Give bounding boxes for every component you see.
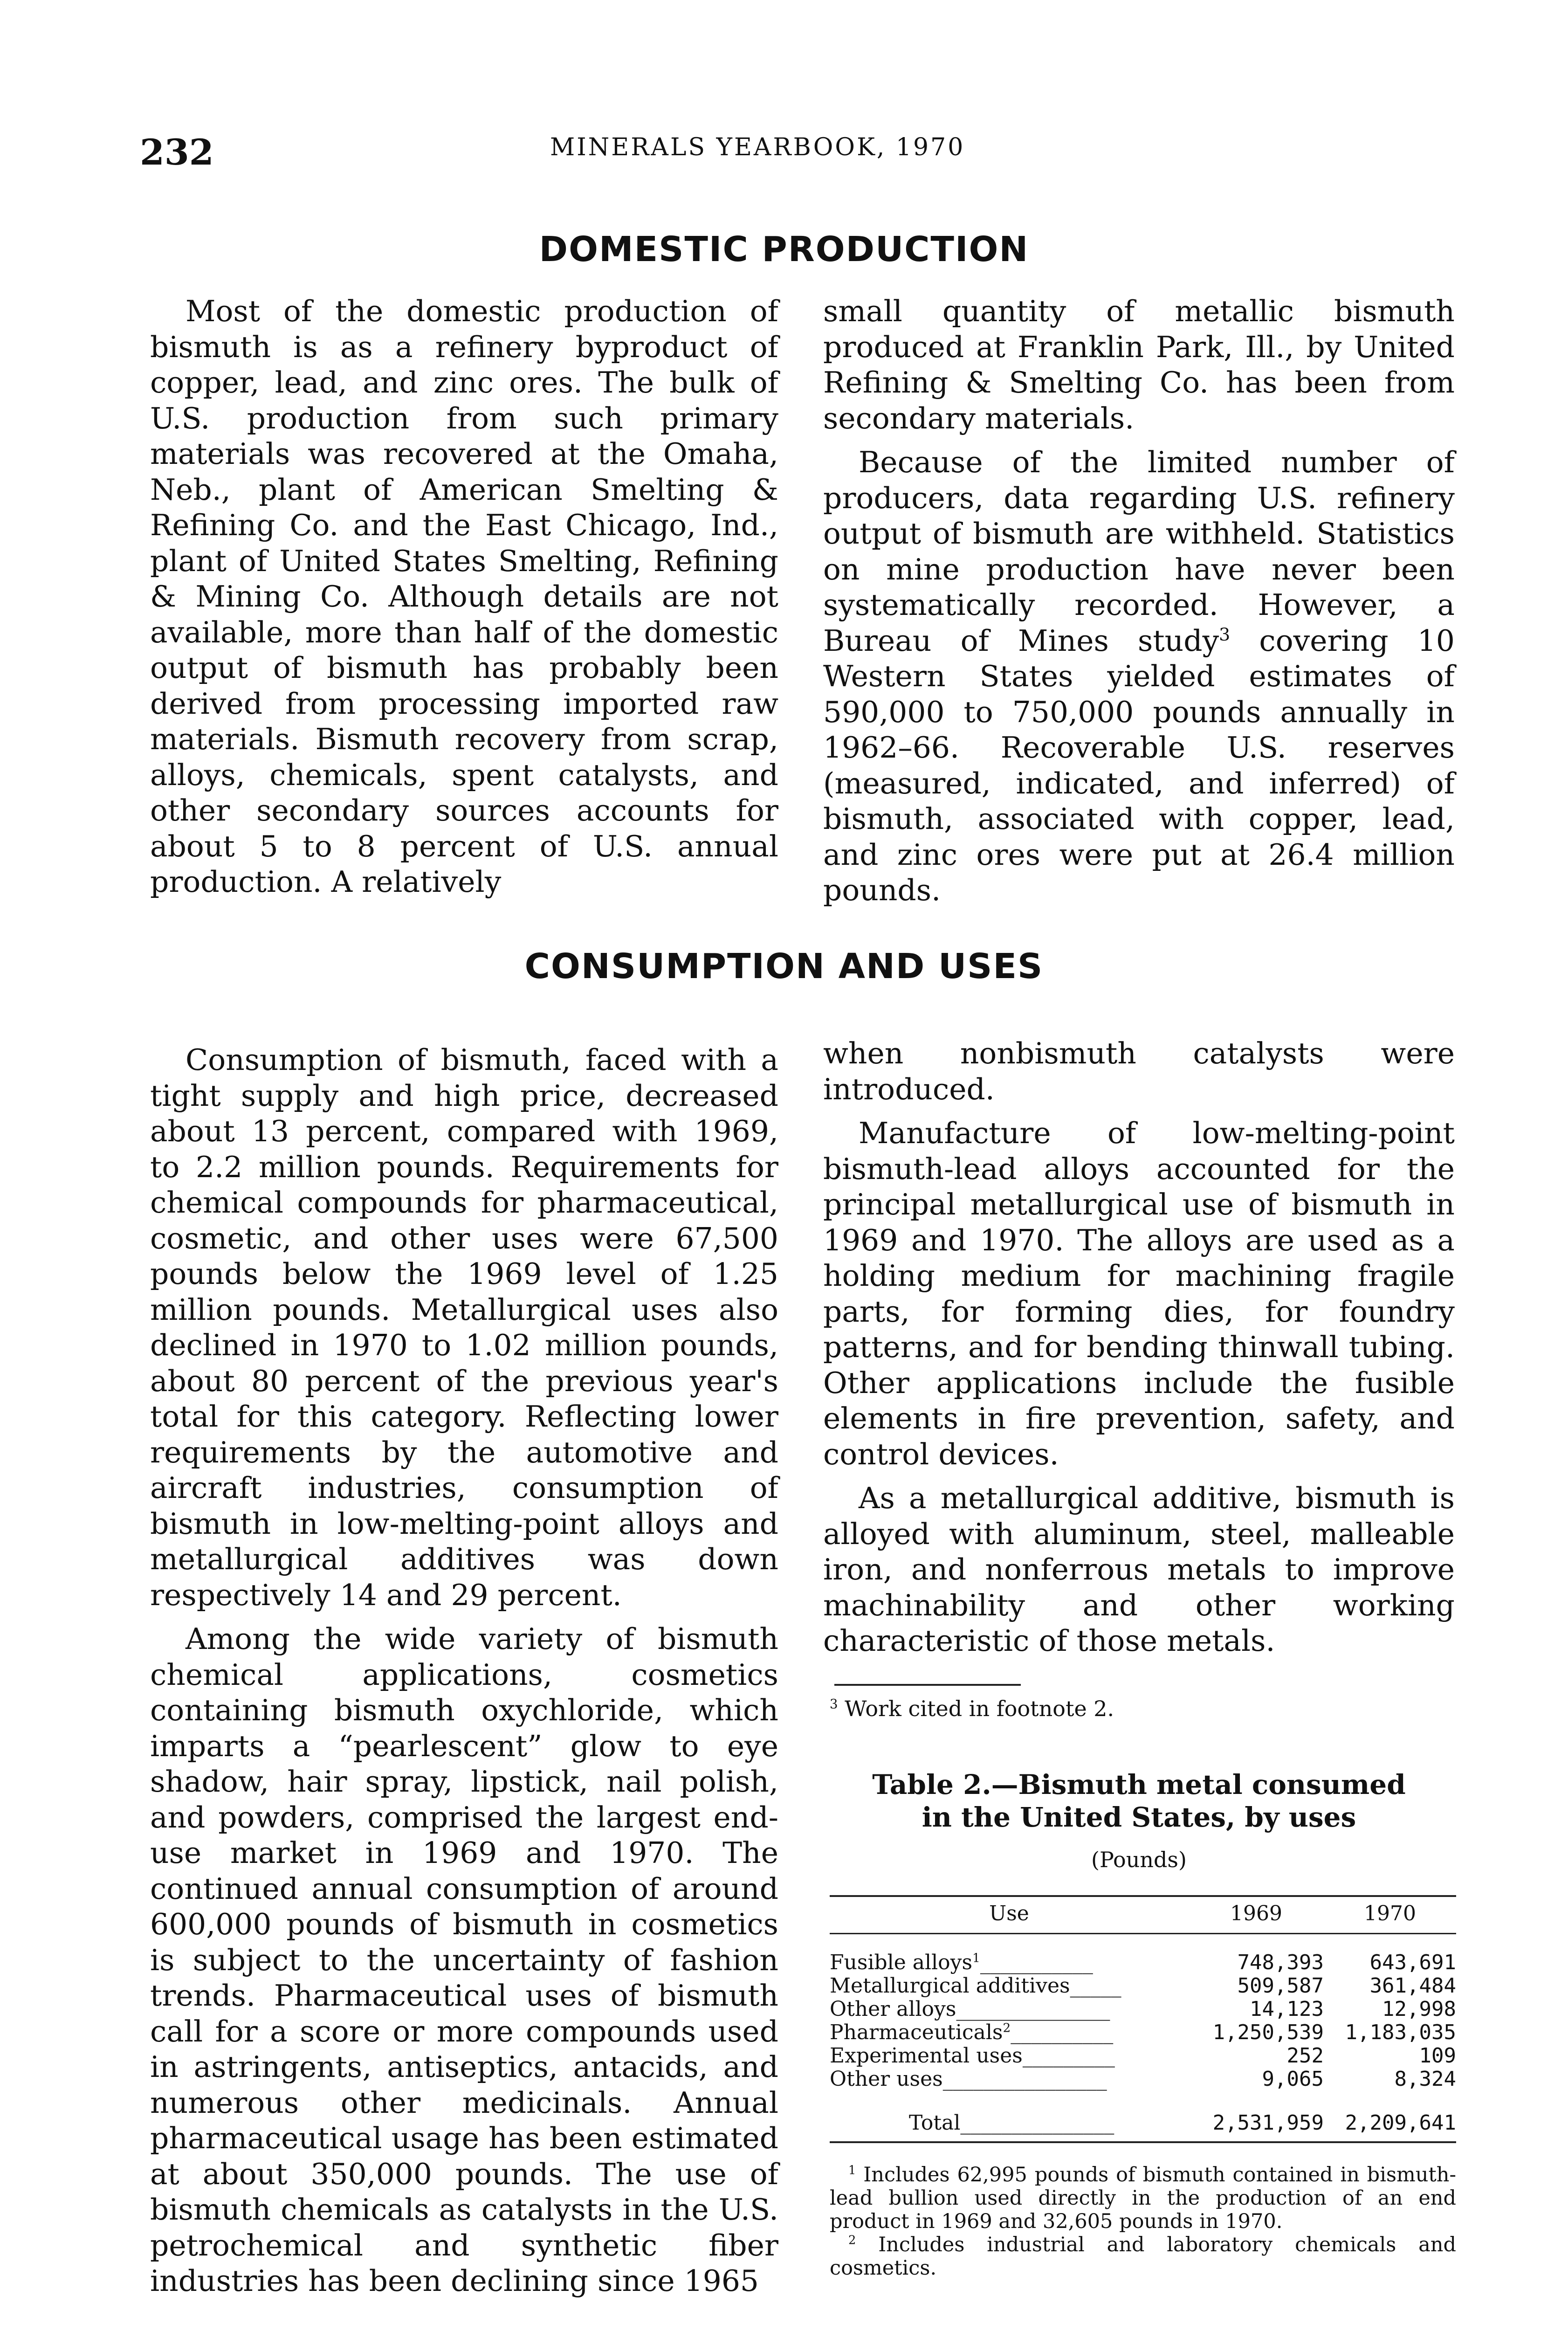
footnote-3-mark: 3	[830, 1696, 838, 1712]
running-title: MINERALS YEARBOOK, 1970	[550, 133, 965, 161]
row-value-1969: 1,250,539	[1212, 2021, 1324, 2044]
footnote-3-text: Work cited in footnote 2.	[838, 1696, 1114, 1721]
table-row	[830, 1974, 1456, 1998]
row-use: Other uses	[830, 2068, 943, 2091]
row-value-1970: 12,998	[1382, 1997, 1456, 2021]
row-value-1970: 361,484	[1369, 1974, 1456, 1998]
table-note-2	[830, 2233, 1456, 2280]
table-notes	[830, 2163, 1456, 2280]
row-value-1969: 509,587	[1237, 1974, 1324, 1998]
row-label	[830, 2044, 1189, 2068]
table-note-1	[830, 2163, 1456, 2233]
row-note-mark: 1	[972, 1951, 980, 1965]
total-text: Total	[909, 2111, 961, 2135]
footnote-rule	[834, 1684, 1021, 1686]
table-row	[830, 1934, 1456, 1975]
row-value-1969: 9,065	[1262, 2067, 1324, 2091]
domestic-paragraph-2-text-b: covering 10 Western States yielded estimates of 590,000 to 750,000 pounds annually in 1962–66. Recoverable U.S. reserves (measured, indicated, and inferred) of bismuth, associated with copper, lead, and zinc ores were put at 26.4 million pounds.	[823, 623, 1455, 907]
bismuth-consumption-table	[830, 1895, 1456, 2143]
consumption-paragraph-2: Among the wide variety of bismuth chemical applications, cosmetics containing bismuth oxychloride, which imparts a “pearlescent” glow to eye shadow, hair spray, lipstick, nail polish, and powders, comprised the largest end-use market in 1969 and 1970. The continued annual consumption of around 600,000 pounds of bismuth in cosmetics is subject to the uncertainty of fashion trends. Pharmaceutical uses of bismuth call for a score or more compounds used in astringents, antiseptics, antacids, and numerous other medicinals. Annual pharmaceutical usage has been estimated at about 350,000 pounds. The use of bismuth chemicals as catalysts in the U.S. petrochemical and synthetic fiber industries has been declining since 1965	[150, 1622, 778, 2298]
table-title-line-2: in the United States, by uses	[922, 1801, 1356, 1833]
table-note-2-text: Includes industrial and laboratory chemicals and cosmetics.	[830, 2233, 1456, 2280]
domestic-left-column	[150, 294, 778, 909]
table-note-1-text: Includes 62,995 pounds of bismuth contained in bismuth-lead bullion used directly in the production of an end product in 1969 and 32,605 pounds in 1970.	[830, 2163, 1456, 2233]
row-value-1969: 14,123	[1250, 1997, 1324, 2021]
table-row	[830, 2044, 1456, 2068]
row-value-1969: 748,393	[1237, 1951, 1324, 1974]
row-use: Metallurgical additives	[830, 1974, 1070, 1998]
domestic-paragraph-2-text-a: Because of the limited number of producers, data regarding U.S. refinery output of bismuth are withheld. Statistics on mine production have never been systematically recorded. However, a Bureau of Mines study	[823, 445, 1455, 658]
total-1970: 2,209,641	[1324, 2091, 1456, 2142]
row-value-1970: 109	[1419, 2044, 1456, 2068]
table-row	[830, 2068, 1456, 2091]
domestic-paragraph-2	[823, 445, 1455, 909]
header-use: Use	[830, 1896, 1189, 1934]
row-value-1970: 1,183,035	[1345, 2021, 1456, 2044]
row-note-mark: 2	[1003, 2021, 1011, 2035]
row-label	[830, 1998, 1189, 2021]
row-label	[830, 1974, 1189, 1998]
row-leader: ___________	[980, 1951, 1093, 1974]
row-label	[830, 2068, 1189, 2091]
table-total-row	[830, 2091, 1456, 2142]
row-value-1969: 252	[1286, 2044, 1324, 2068]
row-leader: ________________	[942, 2068, 1107, 2091]
consumption-right-column	[823, 1036, 1455, 1668]
consumption-paragraph-2-continued: when nonbismuth catalysts were introduced.	[823, 1036, 1455, 1106]
table-row	[830, 1998, 1456, 2021]
consumption-heading: CONSUMPTION AND USES	[524, 946, 1044, 986]
row-value-1970: 643,691	[1369, 1951, 1456, 1974]
row-leader: _______________	[956, 1998, 1110, 2021]
row-use: Experimental uses	[830, 2044, 1023, 2068]
header-1969: 1969	[1189, 1896, 1324, 1934]
header-1970: 1970	[1324, 1896, 1456, 1934]
row-leader: __________	[1011, 2021, 1114, 2044]
footnote-3	[830, 1696, 1114, 1721]
consumption-paragraph-3: Manufacture of low-melting-point bismuth-lead alloys accounted for the principal metallurgical use of bismuth in 1969 and 1970. The alloys are used as a holding medium for machining fragile parts, for forming dies, for foundry patterns, and for bending thinwall tubing. Other applications include the fusible elements in fire prevention, safety, and control devices.	[823, 1116, 1455, 1471]
total-label	[830, 2091, 1189, 2142]
table-title-line-1: Table 2.—Bismuth metal consumed	[872, 1769, 1406, 1800]
row-label	[830, 1934, 1189, 1975]
table-row	[830, 2021, 1456, 2044]
consumption-left-column	[150, 1042, 778, 2308]
table-header-row	[830, 1896, 1456, 1934]
consumption-paragraph-1: Consumption of bismuth, faced with a tight supply and high price, decreased about 13 percent, compared with 1969, to 2.2 million pounds. Requirements for chemical compounds for pharmaceutical, cosmetic, and other uses were 67,500 pounds below the 1969 level of 1.25 million pounds. Metallurgical uses also declined in 1970 to 1.02 million pounds, about 80 percent of the previous year's total for this category. Reflecting lower requirements by the automotive and aircraft industries, consumption of bismuth in low-melting-point alloys and metallurgical additives was down respectively 14 and 29 percent.	[150, 1043, 778, 1612]
consumption-paragraph-4: As a metallurgical additive, bismuth is alloyed with aluminum, steel, malleable iron, and nonferrous metals to improve machinability and other working characteristic of those metals.	[823, 1481, 1455, 1658]
footnote-ref-3: 3	[1219, 624, 1231, 645]
domestic-paragraph-1-continued: small quantity of metallic bismuth produced at Franklin Park, Ill., by United Refining & Smelting Co. has been from secondary materials.	[823, 294, 1455, 435]
table-title	[823, 1768, 1455, 1834]
row-use: Other alloys	[830, 1998, 956, 2021]
total-1969: 2,531,959	[1189, 2091, 1324, 2142]
page-number: 232	[140, 131, 214, 173]
table-unit: (Pounds)	[1091, 1847, 1187, 1872]
domestic-paragraph-1: Most of the domestic production of bismuth is as a refinery byproduct of copper, lead, and zinc ores. The bulk of U.S. production from such primary materials was recovered at the Omaha, Neb., plant of American Smelting & Refining Co. and the East Chicago, Ind., plant of United States Smelting, Refining & Mining Co. Although details are not available, more than half of the domestic output of bismuth has probably been derived from processing imported raw materials. Bismuth recovery from scrap, alloys, chemicals, spent catalysts, and other secondary sources accounts for about 5 to 8 percent of U.S. annual production. A relatively	[150, 294, 778, 899]
row-leader: _____	[1070, 1974, 1121, 1998]
row-leader: _________	[1022, 2044, 1115, 2068]
table-note-2-mark: 2	[848, 2233, 856, 2248]
total-leader: _______________	[960, 2111, 1114, 2135]
domestic-production-heading: DOMESTIC PRODUCTION	[539, 229, 1029, 269]
domestic-right-column	[823, 294, 1455, 917]
row-value-1970: 8,324	[1394, 2067, 1456, 2091]
row-use: Fusible alloys	[830, 1951, 973, 1974]
table-note-1-mark: 1	[848, 2163, 856, 2178]
row-label	[830, 2021, 1189, 2044]
row-use: Pharmaceuticals	[830, 2021, 1003, 2044]
